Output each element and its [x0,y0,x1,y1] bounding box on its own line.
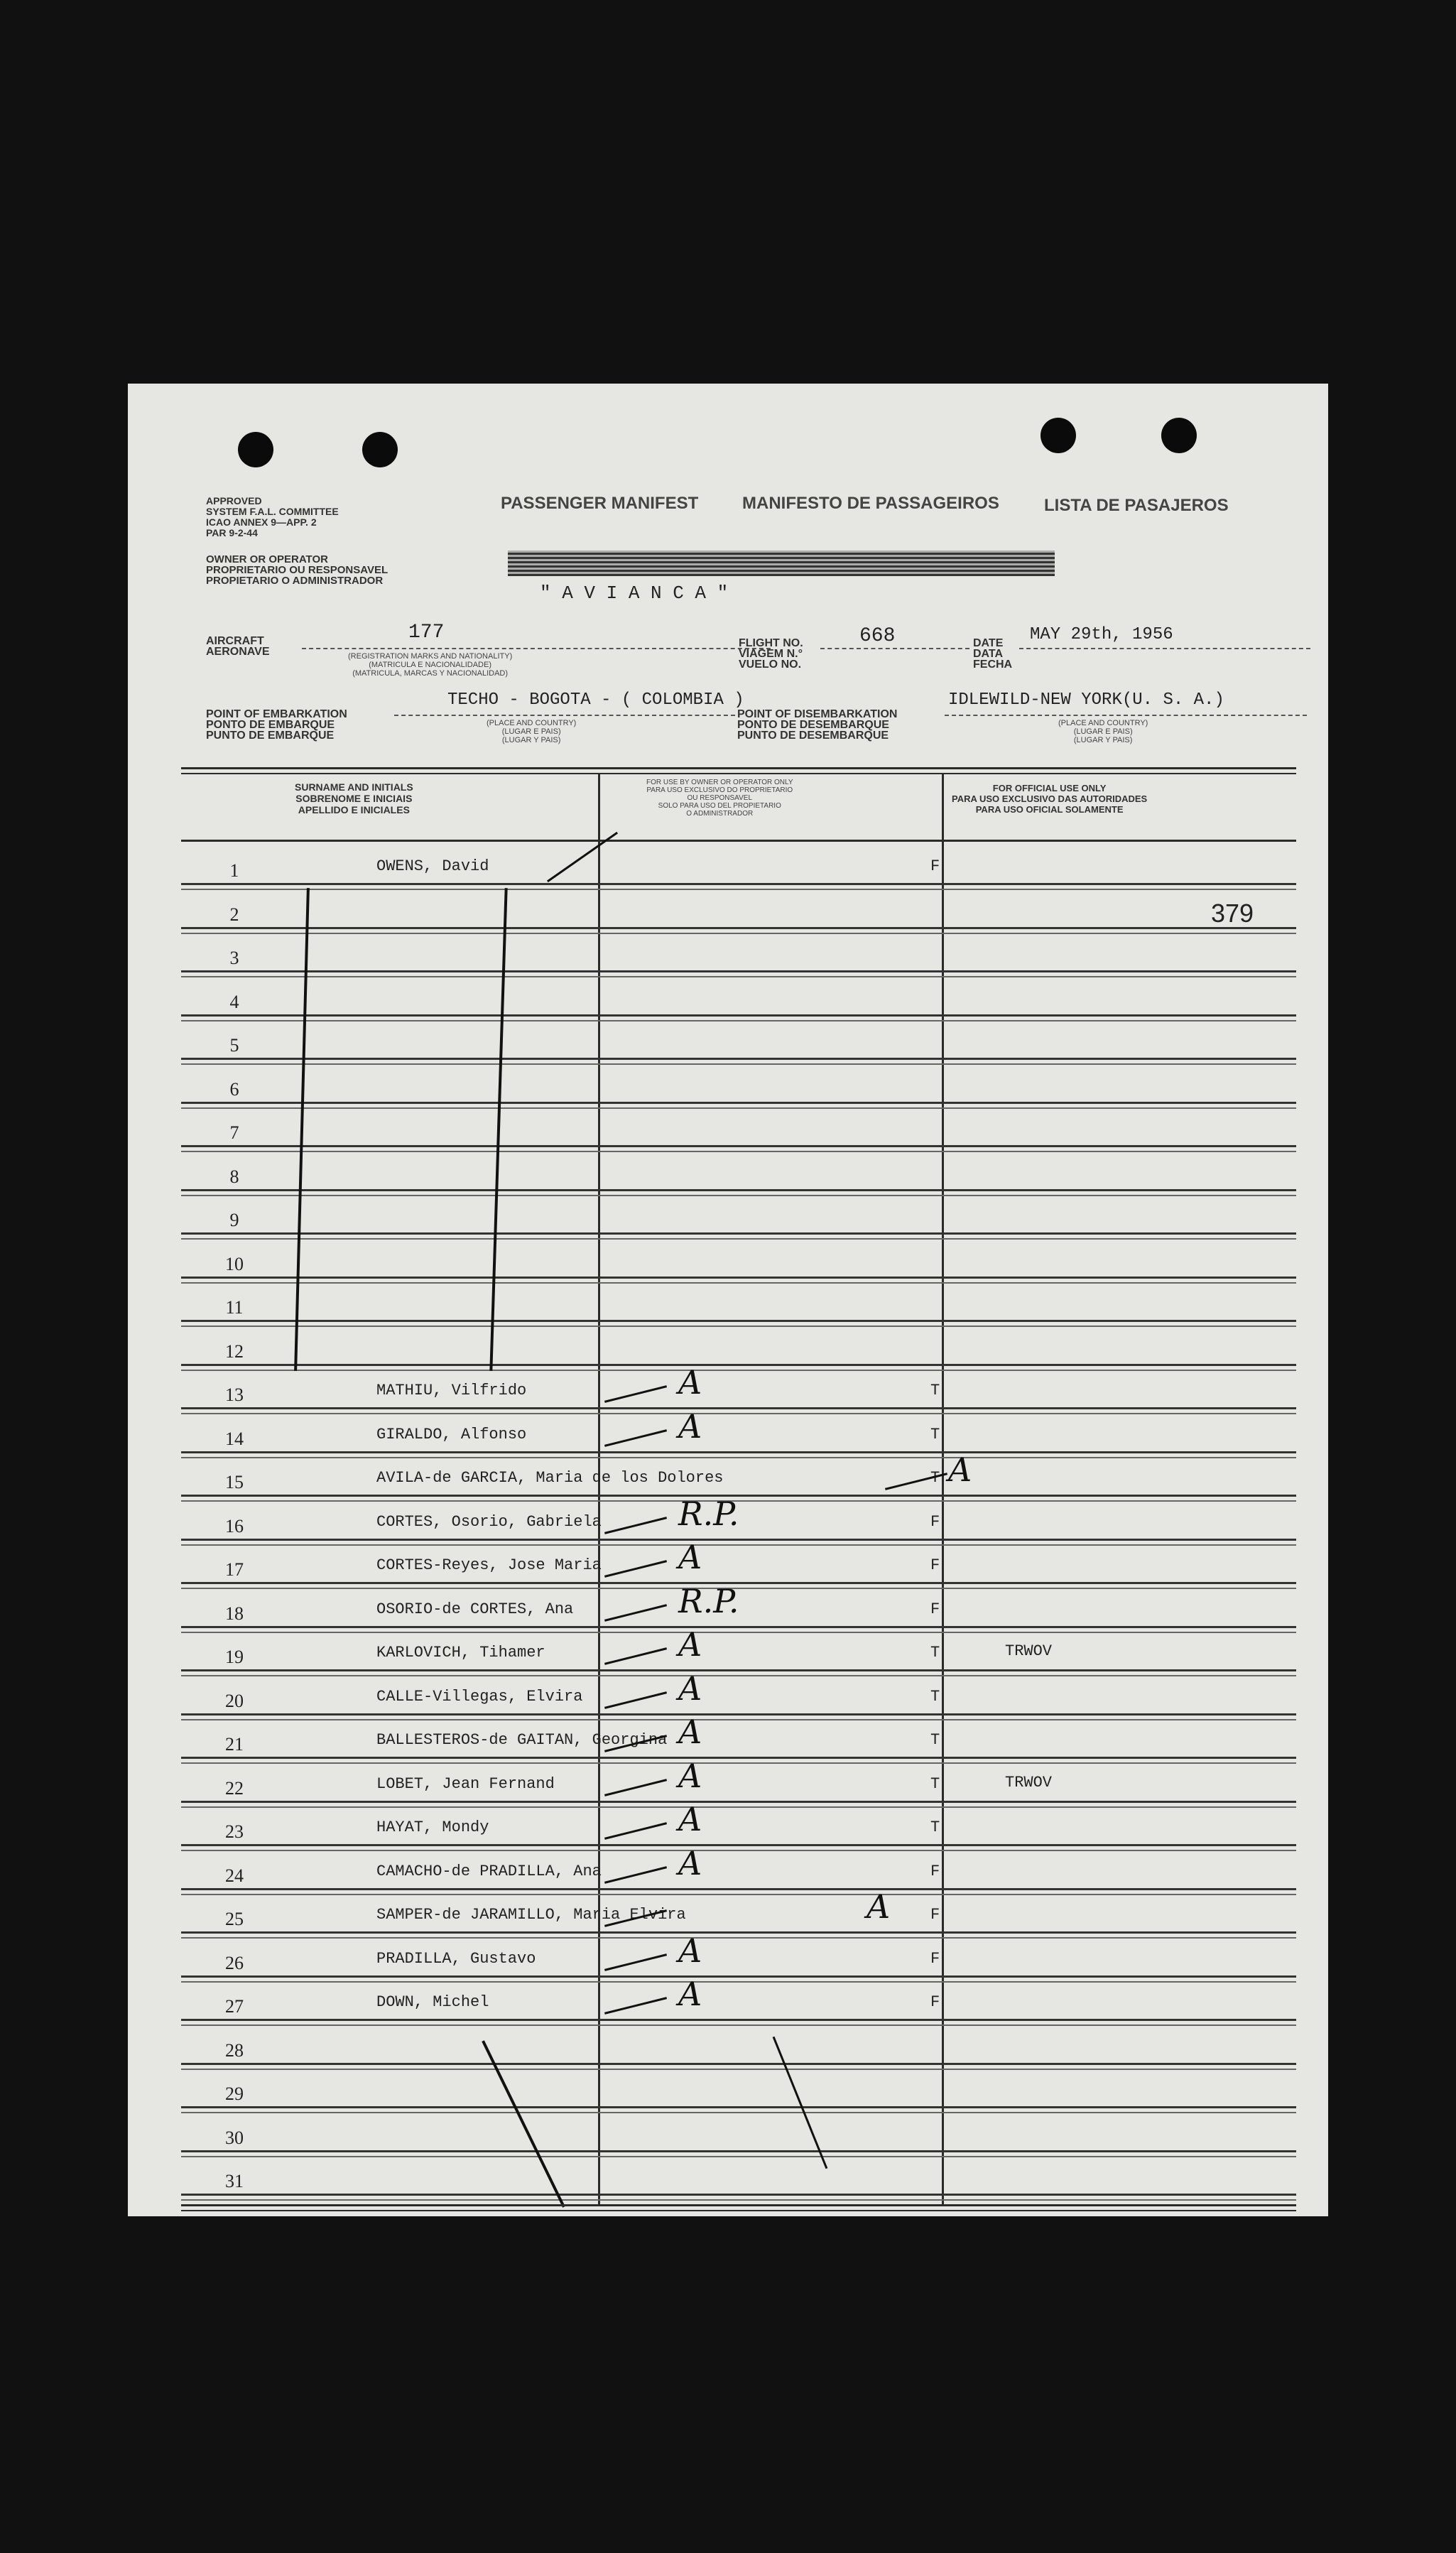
table-row [181,1843,1296,1890]
table-row [181,2109,1296,2152]
owner-code: T [930,1731,940,1749]
row-number: 13 [225,1384,244,1405]
table-row [181,886,1296,929]
passenger-name: KARLOVICH, Tihamer [376,1644,545,1662]
handwritten-mark: A [678,1538,702,1576]
row-number: 3 [229,948,239,968]
owner-code: F [930,1862,940,1880]
handwritten-mark: A [678,1975,702,2013]
owner-code: F [930,1993,940,2011]
passenger-name: CORTES, Osorio, Gabriela [376,1512,602,1531]
handwritten-dash [604,1953,667,1971]
disembarkation-value: IDLEWILD-NEW YORK(U. S. A.) [948,690,1224,710]
table-row [181,973,1296,1017]
title-pt: MANIFESTO DE PASSAGEIROS [742,494,999,513]
row-number: 29 [225,2083,244,2104]
punch-hole [1161,418,1197,453]
table-row [181,1017,1296,1060]
handwritten-dash [604,1691,667,1709]
table-row [181,929,1296,972]
table-row [181,1669,1296,1715]
owner-code: F [930,1906,940,1924]
row-number: 23 [225,1821,244,1842]
operator-name: " A V I A N C A " [540,582,729,604]
table-row [181,1800,1296,1846]
row-number: 24 [225,1865,244,1886]
handwritten-dash [604,1429,667,1447]
table-row [181,1494,1296,1541]
passenger-name: GIRALDO, Alfonso [376,1425,527,1443]
handwritten-mark: A [678,1363,702,1402]
handwritten-mark: A [678,1669,702,1708]
embarkation-value: TECHO - BOGOTA - ( COLOMBIA ) [447,690,744,710]
aircraft-caption: (REGISTRATION MARKS AND NATIONALITY) (MATRICULA E NACIONALIDADE) (MATRICULA, MARCAS Y NACIONALIDAD) [348,652,513,678]
handwritten-mark: R.P. [678,1581,739,1620]
owner-label: OWNER OR OPERATOR PROPRIETARIO OU RESPONSAVEL PROPIETARIO O ADMINISTRADOR [206,553,389,587]
title-es: LISTA DE PASAJEROS [1044,496,1229,515]
row-number: 8 [229,1166,239,1187]
table-row [181,2022,1296,2065]
row-number: 25 [225,1909,244,1929]
owner-code: T [930,1644,940,1662]
row-number: 18 [225,1603,244,1624]
table-row [181,1756,1296,1803]
flight-value: 668 [859,625,896,647]
table-row [181,1279,1296,1322]
manifest-sheet [128,384,1328,2216]
handwritten-dash [604,1517,667,1534]
date-value: MAY 29th, 1956 [1030,625,1173,644]
punch-hole [1041,418,1076,453]
column-header-official-use: FOR OFFICIAL USE ONLY PARA USO EXCLUSIVO DAS AUTORIDADES PARA USO OFICIAL SOLAMENTE [952,783,1148,815]
table-row [181,1931,1296,1978]
row-number: 19 [225,1647,244,1667]
handwritten-mark: A [678,1406,702,1446]
aircraft-label: AIRCRAFT AERONAVE [206,635,270,658]
handwritten-mark: A [678,1800,702,1838]
table-row [181,2065,1296,2108]
handwritten-dash [604,1866,667,1884]
row-number: 2 [229,904,239,925]
passenger-name: MATHIU, Vilfrido [376,1382,527,1399]
table-row [181,1975,1296,2021]
owner-code: F [930,857,940,875]
passenger-name: LOBET, Jean Fernand [376,1774,555,1793]
handwritten-mark: R.P. [678,1494,739,1533]
row-number: 28 [225,2039,244,2061]
title-en: PASSENGER MANIFEST [501,494,699,513]
owner-code: T [930,1774,940,1793]
row-number: 9 [229,1210,239,1230]
table-row [181,1323,1296,1366]
column-header-owner-use: FOR USE BY OWNER OR OPERATOR ONLY PARA USO EXCLUSIVO DO PROPRIETARIO OU RESPONSAVEL SOLO PARA USO DEL PROPIETARIO O ADMINISTRADOR [646,779,793,818]
table-row [181,1061,1296,1104]
row-number: 7 [229,1122,239,1143]
handwritten-dash [604,1385,667,1403]
passenger-name: CAMACHO-de PRADILLA, Ana [376,1862,602,1880]
passenger-name: AVILA-de GARCIA, Maria de los Dolores [376,1469,724,1487]
punch-hole [362,432,398,467]
table-row [181,2152,1296,2196]
passenger-name: SAMPER-de JARAMILLO, Maria Elvira [376,1906,686,1924]
row-number: 31 [225,2171,244,2191]
passenger-name: HAYAT, Mondy [376,1818,489,1836]
owner-code: T [930,1818,940,1836]
owner-code: F [930,1949,940,1968]
passenger-name: PRADILLA, Gustavo [376,1949,536,1968]
row-number: 4 [229,991,239,1012]
table-row [181,1887,1296,1934]
passenger-name: BALLESTEROS-de GAITAN, Georgina [376,1731,668,1749]
official-note: TRWOV [1005,1773,1053,1792]
table-row [181,1538,1296,1584]
handwritten-dash [604,1822,667,1840]
table-row [181,842,1296,885]
owner-code: T [930,1382,940,1399]
passenger-name: CORTES-Reyes, Jose Maria [376,1556,602,1574]
owner-code: F [930,1556,940,1574]
row-number: 22 [225,1777,244,1799]
column-header-names: SURNAME AND INITIALS SOBRENOME E INICIAIS APELLIDO E INICIALES [295,781,413,815]
row-number: 21 [225,1734,244,1755]
row-number: 16 [225,1515,244,1536]
official-note: TRWOV [1005,1642,1053,1660]
official-number: 379 [1211,899,1254,928]
handwritten-mark: A [678,1756,702,1795]
embarkation-caption: (PLACE AND COUNTRY) (LUGAR E PAIS) (LUGAR Y PAIS) [487,719,577,744]
table-row [181,1453,1296,1497]
table-row [181,1625,1296,1671]
table-row [181,1581,1296,1628]
handwritten-dash [604,1779,667,1796]
table-row [181,1715,1296,1759]
table-row [181,1148,1296,1191]
row-number: 1 [229,860,239,881]
handwritten-mark: A [678,1931,702,1970]
handwritten-mark: A [678,1625,702,1664]
aircraft-value: 177 [408,622,445,644]
table-row [181,1363,1296,1409]
handwritten-dash [604,1560,667,1578]
handwritten-mark: A [678,1713,702,1751]
owner-code: F [930,1600,940,1618]
disembarkation-label: POINT OF DISEMBARKATION PONTO DE DESEMBARQUE PUNTO DE DESEMBARQUE [737,708,898,742]
table-row [181,1235,1296,1279]
passenger-name: DOWN, Michel [376,1993,489,2011]
row-number: 27 [225,1996,244,2017]
table-row [181,1191,1296,1235]
flight-label: FLIGHT NO. VIAGEM N.° VUELO NO. [739,637,803,671]
passenger-name: OSORIO-de CORTES, Ana [376,1600,574,1618]
handwritten-mark: A [948,1451,972,1489]
handwritten-dash [604,1997,667,2015]
owner-code: F [930,1512,940,1531]
embarkation-label: POINT OF EMBARKATION PONTO DE EMBARQUE PUNTO DE EMBARQUE [206,708,347,742]
date-label: DATE DATA FECHA [973,637,1013,671]
row-number: 6 [229,1078,239,1100]
handwritten-dash [604,1647,667,1665]
struck-out-text [508,551,1055,576]
row-number: 20 [225,1690,244,1711]
handwritten-mark: A [866,1887,891,1926]
punch-hole [238,432,273,467]
handwritten-dash [604,1604,667,1622]
owner-code: T [930,1469,940,1487]
row-number: 26 [225,1952,244,1973]
passenger-name: CALLE-Villegas, Elvira [376,1687,583,1706]
handwritten-mark: A [678,1843,702,1882]
row-number: 12 [225,1340,244,1362]
row-number: 10 [225,1253,244,1274]
table-row [181,1104,1296,1147]
table-row [181,1406,1296,1453]
row-number: 11 [225,1297,244,1318]
row-number: 17 [225,1559,244,1580]
passenger-name: OWENS, David [376,857,489,875]
disembarkation-caption: (PLACE AND COUNTRY) (LUGAR E PAIS) (LUGAR Y PAIS) [1058,719,1148,744]
approval-block: APPROVED SYSTEM F.A.L. COMMITTEE ICAO ANNEX 9—APP. 2 PAR 9-2-44 [206,495,339,538]
row-number: 14 [225,1428,244,1449]
row-number: 15 [225,1472,244,1492]
row-number: 5 [229,1035,239,1056]
owner-code: T [930,1425,940,1443]
row-number: 30 [225,2127,244,2148]
owner-code: T [930,1687,940,1706]
